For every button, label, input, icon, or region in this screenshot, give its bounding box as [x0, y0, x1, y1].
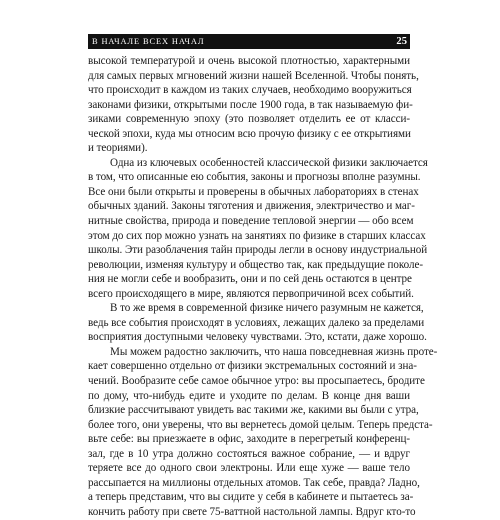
- text-line: обычных зданий. Законы тяготения и движения, электричество и маг-: [88, 200, 415, 213]
- text-line: для самых первых мгновений жизни нашей Вселенной. Чтобы понять,: [88, 69, 419, 82]
- paragraph-3: [88, 301, 438, 519]
- text-line: высокой температурой и очень высокой плотностью, характерными: [88, 55, 410, 67]
- text-line: что происходит в каждом из таких случаев, необходимо вооружиться: [88, 84, 412, 97]
- text-line: в том, что описанные ею события, законы и прогнозы вполне разумны.: [88, 171, 421, 184]
- text-line: чений. Вообразите себе самое обычное утро: вы просыпаетесь, бродите: [88, 375, 425, 388]
- text-line: всего происходящего в мире, являются первопричиной всех событий.: [88, 287, 414, 300]
- page-number: 25: [396, 36, 407, 47]
- text-line: зал, где в 10 утра должно состояться важное собрание, — и вдруг: [88, 447, 410, 460]
- text-line: ния не могли себе и вообразить, они и по сей день остаются в центре: [88, 273, 412, 286]
- text-line: законами физики, открытыми после 1900 года, в так называемую фи-: [88, 98, 413, 111]
- body-text: [88, 54, 438, 520]
- text-line: Мы можем радостно заключить, что наша повседневная жизнь проте-: [110, 345, 438, 358]
- text-line: Одна из ключевых особенностей классической физики заключается: [110, 156, 428, 169]
- text-line: кает совершенно отдельно от физики экстремальных состояний и зна-: [88, 360, 417, 373]
- text-line: вьте себе: вы приезжаете в офис, заходите в перегретый конференц-: [88, 433, 410, 446]
- text-line: ческой эпохи, куда мы относим всю прочую физику с ее открытиями: [88, 127, 411, 140]
- text-line: рассыпается на миллионы отдельных атомов. Так себе, правда? Ладно,: [88, 476, 420, 489]
- text-line: этом до сих пор можно узнать на занятиях по физике в старших классах: [88, 229, 426, 242]
- text-line: по дому, что-нибудь едите и уходите по делам. В конце дня ваши: [88, 389, 410, 402]
- text-line: революции, изменяя культуру и общество так, как предыдущие поколе-: [88, 258, 424, 271]
- paragraph-2: [88, 156, 428, 301]
- text-line: В то же время в современной физике ничего разумным не кажется,: [110, 302, 424, 315]
- text-line: близкие рассчитывают увидеть вас такими же, какими вы были с утра,: [88, 404, 419, 417]
- text-line: школы. Эти разоблачения тайн природы легли в основу индустриальной: [88, 244, 428, 257]
- text-line: зиками современную эпоху (это позволяет отделить ее от класси-: [88, 113, 410, 126]
- text-line: кончить работу при свете 75-ваттной настольной лампы. Вдруг кто-то: [88, 505, 416, 518]
- paragraph-1: [88, 54, 419, 156]
- text-line: а теперь представим, что вы сидите у себя в кабинете и пытаетесь за-: [88, 491, 414, 504]
- text-line: теряете все до одного свои электроны. Или еще хуже — ваше тело: [88, 462, 410, 475]
- running-title: В НАЧАЛЕ ВСЕХ НАЧАЛ: [92, 37, 205, 46]
- text-line: нитные свойства, природа и поведение тепловой энергии — обо всем: [88, 215, 414, 228]
- text-line: и теориями).: [88, 142, 148, 155]
- running-header: [88, 34, 410, 49]
- text-line: Все они были открыты и проверены в обычных лабораториях в стенах: [88, 185, 419, 198]
- text-line: восприятия доступными человеку чувствами. Это, кстати, даже хорошо.: [88, 331, 427, 344]
- text-line: более того, они уверены, что вы вернетесь домой целым. Теперь предста-: [88, 418, 433, 431]
- text-line: ведь все события происходят в условиях, лежащих далеко за пределами: [88, 316, 425, 329]
